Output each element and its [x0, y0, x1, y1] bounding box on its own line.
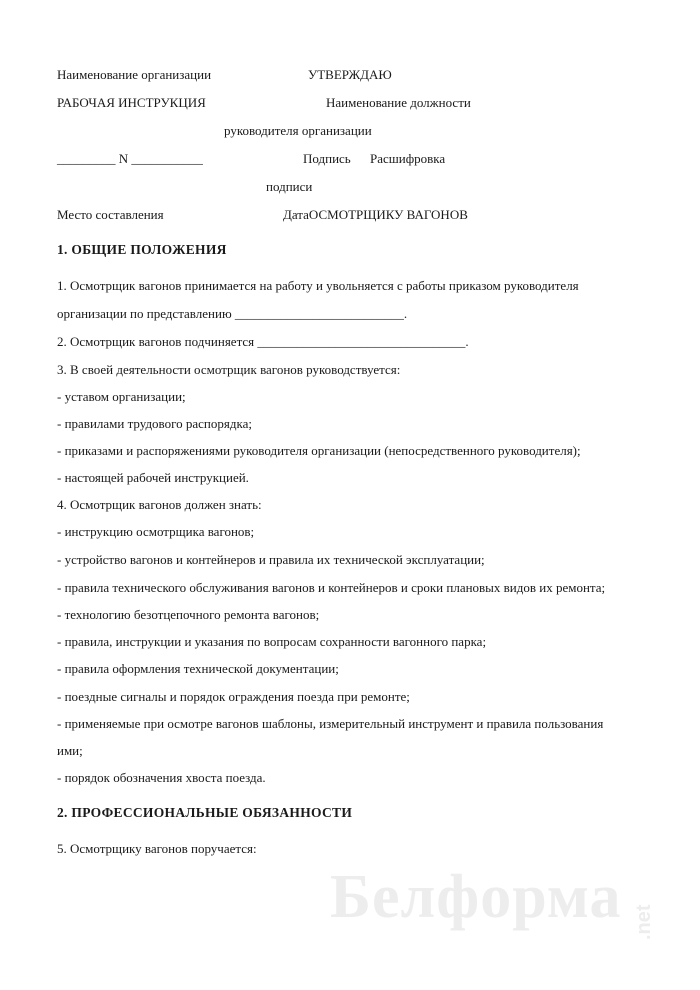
- paragraph-line: 2. Осмотрщик вагонов подчиняется ________________________________.: [57, 334, 469, 349]
- signature-label: Подпись: [303, 151, 351, 166]
- paragraph-line: организации по представлению __________________________.: [57, 306, 408, 321]
- list-item: - устройство вагонов и контейнеров и правила их технической эксплуатации;: [57, 552, 485, 567]
- list-item: - правила, инструкции и указания по вопросам сохранности вагонного парка;: [57, 634, 487, 649]
- list-item: - поездные сигналы и порядок ограждения поезда при ремонте;: [57, 689, 410, 704]
- section-2-title: 2. ПРОФЕССИОНАЛЬНЫЕ ОБЯЗАННОСТИ: [57, 805, 353, 820]
- paragraph-line: 3. В своей деятельности осмотрщик вагонов руководствуется:: [57, 362, 401, 377]
- list-item: - инструкцию осмотрщика вагонов;: [57, 524, 255, 539]
- paragraph-line: 4. Осмотрщик вагонов должен знать:: [57, 497, 262, 512]
- watermark-suffix: .net: [633, 904, 655, 940]
- place-label: Место составления: [57, 207, 164, 222]
- list-item: - технологию безотцепочного ремонта вагонов;: [57, 607, 320, 622]
- list-item-continuation: ими;: [57, 743, 83, 758]
- list-item: - применяемые при осмотре вагонов шаблоны, измерительный инструмент и правила пользования: [57, 716, 604, 731]
- list-item: - порядок обозначения хвоста поезда.: [57, 770, 266, 785]
- paragraph-line: 1. Осмотрщик вагонов принимается на работу и увольняется с работы приказом руководителя: [57, 278, 579, 293]
- approve-label: УТВЕРЖДАЮ: [308, 67, 392, 82]
- decoding-label: Расшифровка: [370, 151, 446, 166]
- list-item: - приказами и распоряжениями руководителя организации (непосредственного руководителя);: [57, 443, 581, 458]
- list-item: - правилами трудового распорядка;: [57, 416, 252, 431]
- watermark-logo: Белформа: [330, 863, 622, 931]
- date-title-label: ДатаОСМОТРЩИКУ ВАГОНОВ: [283, 207, 468, 222]
- doc-type-label: РАБОЧАЯ ИНСТРУКЦИЯ: [57, 95, 206, 110]
- paragraph-line: 5. Осмотрщику вагонов поручается:: [57, 841, 257, 856]
- section-1-title: 1. ОБЩИЕ ПОЛОЖЕНИЯ: [57, 242, 227, 257]
- signature-label-2: подписи: [266, 179, 313, 194]
- manager-label: руководителя организации: [224, 123, 372, 138]
- list-item: - уставом организации;: [57, 389, 186, 404]
- org-name-label: Наименование организации: [57, 67, 212, 82]
- list-item: - правила оформления технической документации;: [57, 661, 339, 676]
- doc-number-line: _________ N ___________: [57, 151, 203, 166]
- list-item: - настоящей рабочей инструкцией.: [57, 470, 249, 485]
- position-name-label: Наименование должности: [326, 95, 471, 110]
- list-item: - правила технического обслуживания вагонов и контейнеров и сроки плановых видов их ремонта;: [57, 580, 606, 595]
